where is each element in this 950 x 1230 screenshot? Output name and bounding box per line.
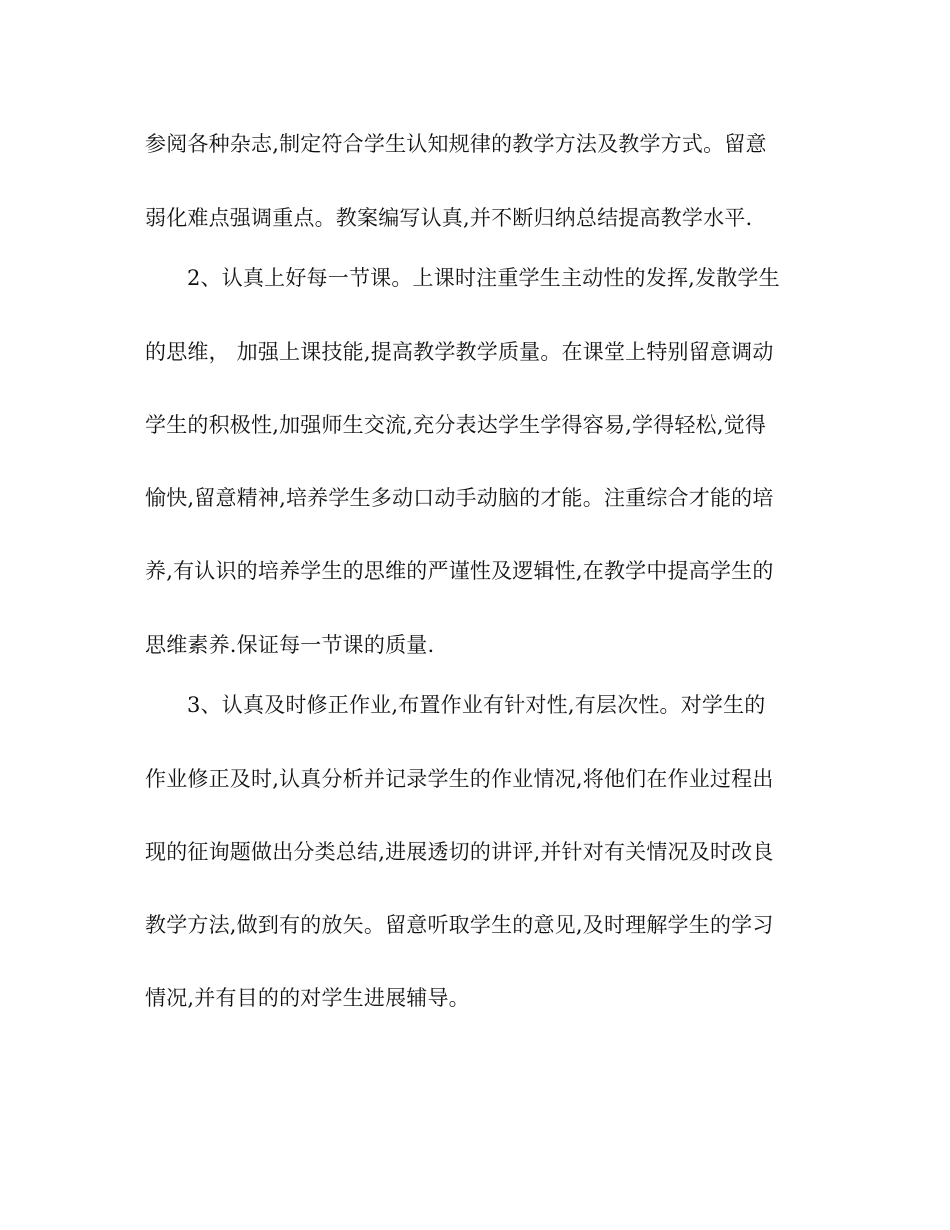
text-line: 的思维， 加强上课技能,提高教学教学质量。在课堂上特别留意调动	[145, 340, 774, 364]
text-line: 教学方法,做到有的放矢。留意听取学生的意见,及时理解学生的学习	[145, 913, 774, 937]
text-line: 养,有认识的培养学生的思维的严谨性及逻辑性,在教学中提高学生的	[145, 559, 774, 583]
text-line: 2、认真上好每一节课。上课时注重学生主动性的发挥,发散学生	[187, 266, 780, 290]
text-line: 思维素养.保证每一节课的质量.	[145, 633, 435, 657]
text-line: 3、认真及时修正作业,布置作业有针对性,有层次性。对学生的	[187, 693, 766, 717]
text-line: 情况,并有目的的对学生进展辅导。	[145, 986, 470, 1010]
text-line: 学生的积极性,加强师生交流,充分表达学生学得容易,学得轻松,觉得	[145, 413, 767, 437]
text-line: 弱化难点强调重点。教案编写认真,并不断归纳总结提高教学水平.	[145, 206, 753, 230]
text-line: 现的征询题做出分类总结,进展透切的讲评,并针对有关情况及时改良	[145, 840, 774, 864]
text-line: 愉快,留意精神,培养学生多动口动手动脑的才能。注重综合才能的培	[145, 486, 774, 510]
text-line: 作业修正及时,认真分析并记录学生的作业情况,将他们在作业过程出	[145, 767, 774, 791]
text-line: 参阅各种杂志,制定符合学生认知规律的教学方法及教学方式。留意	[145, 132, 767, 156]
